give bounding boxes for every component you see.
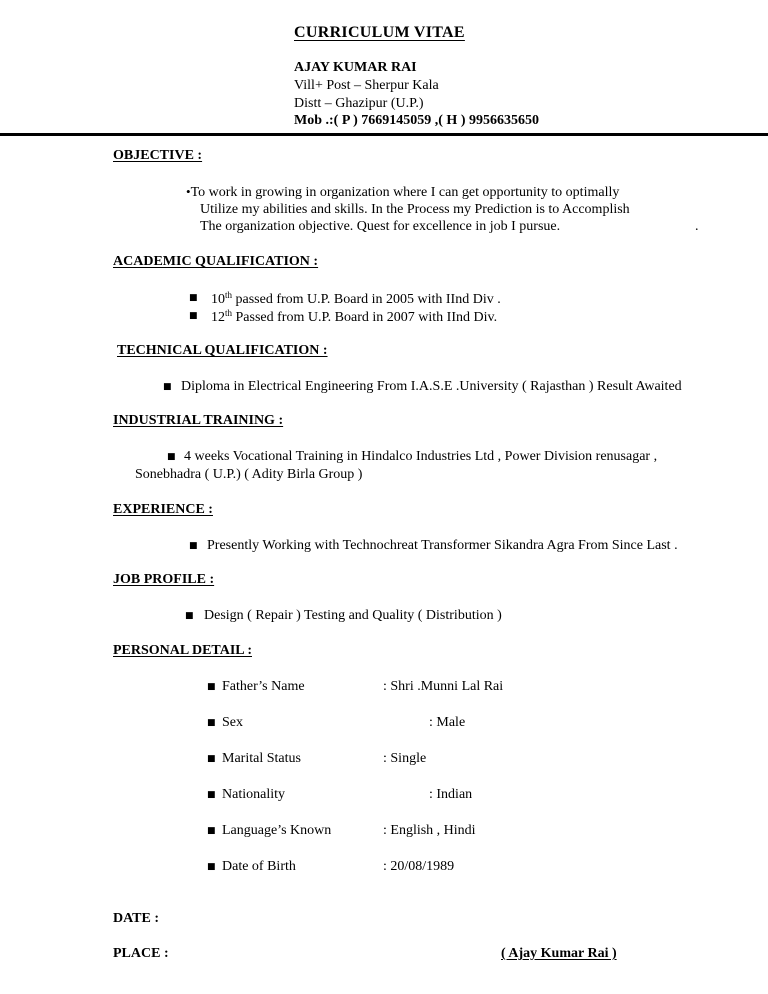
bullet-icon: ■: [189, 541, 198, 551]
personal-heading: PERSONAL DETAIL :: [113, 643, 252, 658]
header-divider: [0, 133, 768, 136]
bullet-icon: ■: [185, 611, 194, 621]
signature-name: ( Ajay Kumar Rai ): [501, 946, 617, 961]
address-line-2: Distt – Ghazipur (U.P.): [294, 96, 424, 111]
objective-trail: .: [695, 219, 699, 234]
experience-item-1: Presently Working with Technochreat Transformer Sikandra Agra From Since Last .: [207, 538, 678, 553]
address-line-1: Vill+ Post – Sherpur Kala: [294, 78, 439, 93]
bullet-icon: ■: [207, 826, 216, 836]
mobile-numbers: Mob .:( P ) 7669145059 ,( H ) 9956635650: [294, 113, 539, 128]
personal-value-father: : Shri .Munni Lal Rai: [383, 679, 504, 694]
bullet-icon: ■: [167, 452, 176, 462]
bullet-icon: ■: [189, 293, 198, 303]
personal-value-dob: : 20/08/1989: [383, 859, 455, 874]
technical-item-1: Diploma in Electrical Engineering From I.A.S.E .University ( Rajasthan ) Result Awaited: [181, 379, 682, 394]
bullet-icon: •: [186, 184, 191, 199]
objective-line-2: Utilize my abilities and skills. In the Process my Prediction is to Accomplish: [200, 202, 630, 217]
objective-line-3: The organization objective. Quest for excellence in job I pursue.: [200, 219, 561, 234]
objective-heading: OBJECTIVE :: [113, 148, 203, 163]
date-label: DATE :: [113, 911, 160, 926]
training-line-1: 4 weeks Vocational Training in Hindalco Industries Ltd , Power Division renusagar ,: [184, 449, 658, 464]
academic-heading: ACADEMIC QUALIFICATION :: [113, 254, 319, 269]
objective-line-1: •To work in growing in organization where I can get opportunity to optimally: [186, 184, 620, 200]
personal-label-father: Father’s Name: [222, 679, 305, 694]
bullet-icon: ■: [207, 862, 216, 872]
document-title: CURRICULUM VITAE: [294, 24, 465, 41]
training-line-2: Sonebhadra ( U.P.) ( Adity Birla Group ): [135, 467, 363, 482]
personal-value-languages: : English , Hindi: [383, 823, 476, 838]
academic-item-1: 10th passed from U.P. Board in 2005 with IInd Div .: [211, 290, 501, 307]
experience-heading: EXPERIENCE :: [113, 502, 213, 517]
personal-label-marital: Marital Status: [222, 751, 301, 766]
technical-heading: TECHNICAL QUALIFICATION :: [117, 343, 328, 358]
personal-label-nationality: Nationality: [222, 787, 285, 802]
academic-item-2: 12th Passed from U.P. Board in 2007 with IInd Div.: [211, 308, 498, 325]
bullet-icon: ■: [163, 382, 172, 392]
place-label: PLACE :: [113, 946, 169, 961]
personal-label-languages: Language’s Known: [222, 823, 332, 838]
job-profile-item-1: Design ( Repair ) Testing and Quality ( Distribution ): [204, 608, 502, 623]
personal-label-dob: Date of Birth: [222, 859, 296, 874]
personal-label-sex: Sex: [222, 715, 243, 730]
bullet-icon: ■: [207, 682, 216, 692]
personal-value-nationality: : Indian: [429, 787, 473, 802]
personal-value-marital: : Single: [383, 751, 427, 766]
bullet-icon: ■: [189, 311, 198, 321]
personal-value-sex: : Male: [429, 715, 466, 730]
job-profile-heading: JOB PROFILE :: [113, 572, 215, 587]
bullet-icon: ■: [207, 754, 216, 764]
candidate-name: AJAY KUMAR RAI: [294, 60, 417, 75]
bullet-icon: ■: [207, 790, 216, 800]
training-heading: INDUSTRIAL TRAINING :: [113, 413, 284, 428]
bullet-icon: ■: [207, 718, 216, 728]
